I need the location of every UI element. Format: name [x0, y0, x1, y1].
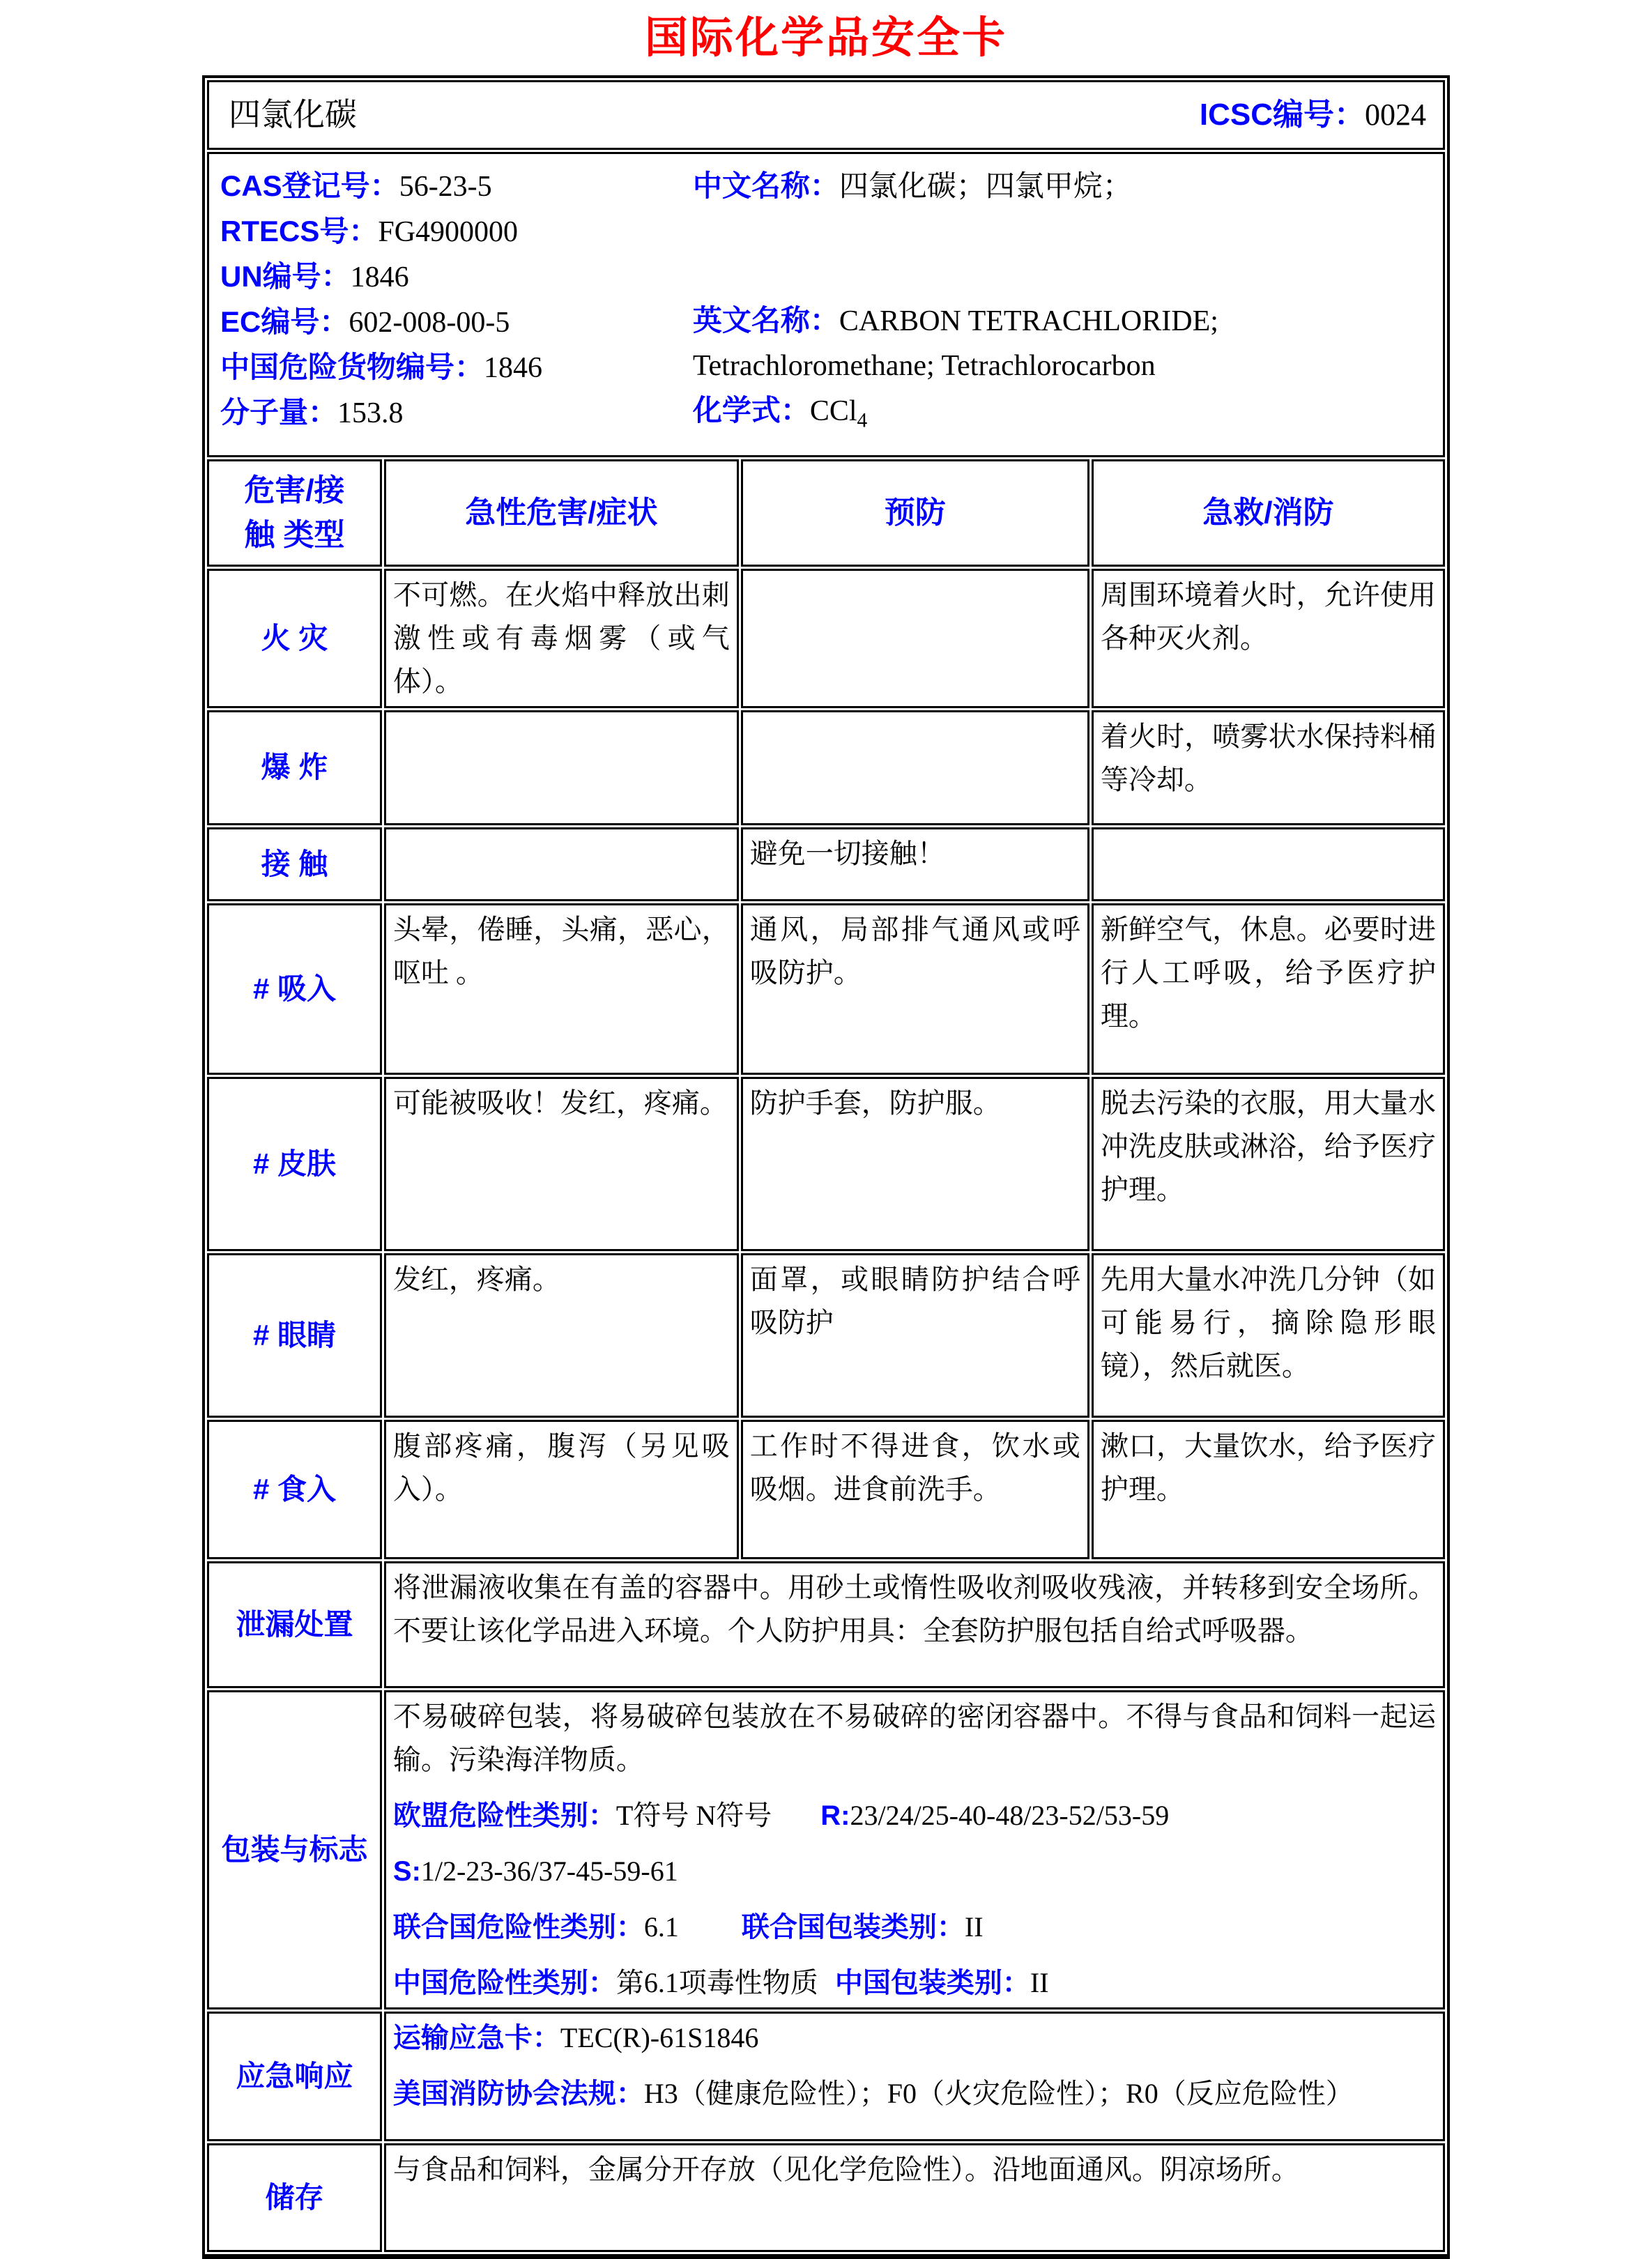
chinese-name-label: 中文名称：	[692, 169, 839, 202]
explosion-response-cell: 着火时，喷雾状水保持料桶等冷却。	[1092, 710, 1445, 825]
skin-label: # 皮肤	[207, 1077, 382, 1251]
hazard-header-prevention: 预防	[741, 459, 1089, 567]
china-dg-label: 中国危险货物编号：	[220, 351, 484, 383]
hazard-row-explosion	[207, 710, 1445, 825]
page-title: 国际化学品安全卡	[644, 14, 1007, 62]
ingestion-prevention-cell: 工作时不得进食，饮水或吸烟。进食前洗手。	[741, 1420, 1089, 1559]
safety-card-table	[202, 75, 1450, 2259]
hazard-header-symptoms: 急性危害/症状	[384, 459, 739, 567]
inhalation-response-cell: 新鲜空气，休息。必要时进行人工呼吸，给予医疗护理。	[1092, 903, 1445, 1075]
ingestion-symptoms-cell: 腹部疼痛，腹泻（另见吸入）。	[384, 1420, 739, 1559]
formula-base: CCl	[809, 395, 857, 427]
packaging-row	[207, 1690, 1445, 2009]
r-phrases-label: R:	[820, 1800, 850, 1831]
card-header-row	[207, 80, 1445, 150]
storage-label: 储存	[207, 2143, 382, 2252]
formula-line	[693, 388, 1432, 443]
skin-response-cell: 脱去污染的衣服，用大量水冲洗皮肤或淋浴，给予医疗护理。	[1092, 1077, 1445, 1251]
english-name-value: CARBON TETRACHLORIDE; Tetrachloromethane; Tetrachlorocarbon	[692, 305, 1218, 382]
hazard-row-inhalation	[207, 903, 1445, 1075]
cn-hazard-class-label: 中国危险性类别：	[392, 1967, 616, 1998]
id-field-china-dg	[220, 345, 693, 390]
storage-text-cell: 与食品和饲料，金属分开存放（见化学危险性）。沿地面通风。阴凉场所。	[384, 2143, 1445, 2252]
chemical-name: 四氯化碳	[229, 97, 357, 133]
s-phrases-line	[393, 1850, 1436, 1893]
packaging-label: 包装与标志	[207, 1690, 382, 2009]
id-field-un	[220, 254, 693, 300]
skin-symptoms-cell: 可能被吸收！发红，疼痛。	[384, 1077, 739, 1251]
inhalation-label: # 吸入	[207, 903, 382, 1075]
eu-class-symbols: T符号 N符号	[615, 1799, 772, 1831]
identification-cell	[207, 152, 1445, 457]
un-hazard-class-label: 联合国危险性类别：	[392, 1911, 644, 1943]
eyes-symptoms-cell: 发红，疼痛。	[384, 1253, 739, 1418]
explosion-symptoms-cell	[384, 710, 739, 825]
fire-prevention-cell	[741, 569, 1089, 708]
cn-pack-group-label: 中国包装类别：	[834, 1967, 1030, 1998]
exposure-symptoms-cell	[384, 827, 739, 901]
ec-value: 602-008-00-5	[349, 307, 510, 339]
skin-prevention-cell: 防护手套，防护服。	[741, 1077, 1089, 1251]
un-label: UN编号：	[220, 260, 351, 293]
spillage-label: 泄漏处置	[207, 1561, 382, 1688]
hazard-row-eyes	[207, 1253, 1445, 1418]
id-field-molweight	[220, 390, 693, 436]
cn-classification-line	[393, 1961, 1436, 2005]
emergency-row	[207, 2012, 1445, 2141]
rtecs-value: FG4900000	[378, 216, 519, 248]
tec-value: TEC(R)-61S1846	[560, 2021, 759, 2053]
nfpa-value: H3（健康危险性）；F0（火灾危险性）；R0（反应危险性）	[643, 2077, 1354, 2109]
molweight-value: 153.8	[337, 397, 404, 429]
cas-label: CAS登记号：	[220, 169, 399, 202]
spillage-text-cell: 将泄漏液收集在有盖的容器中。用砂土或惰性吸收剂吸收残液，并转移到安全场所。不要让该化学品进入环境。个人防护用具：全套防护服包括自给式呼吸器。	[384, 1561, 1445, 1688]
id-field-cas	[220, 164, 693, 209]
hazard-header-row	[207, 459, 1445, 567]
exposure-label: 接 触	[207, 827, 382, 901]
china-dg-value: 1846	[484, 352, 543, 384]
identification-row	[207, 152, 1445, 457]
nfpa-label: 美国消防协会法规：	[392, 2078, 644, 2109]
formula-subscript: 4	[857, 409, 868, 432]
eyes-response-cell: 先用大量水冲洗几分钟（如可能易行，摘除隐形眼镜），然后就医。	[1092, 1253, 1445, 1418]
inhalation-symptoms-cell: 头晕，倦睡，头痛，恶心，呕吐 。	[384, 903, 739, 1075]
emergency-cell	[384, 2012, 1445, 2141]
explosion-label: 爆 炸	[207, 710, 382, 825]
identification-names	[693, 164, 1432, 443]
english-name-line	[693, 298, 1432, 388]
inhalation-prevention-cell: 通风，局部排气通风或呼吸防护。	[741, 903, 1089, 1075]
hazard-row-exposure	[207, 827, 1445, 901]
card-header-cell	[207, 80, 1445, 150]
hazard-row-skin	[207, 1077, 1445, 1251]
explosion-prevention-cell	[741, 710, 1089, 825]
eyes-label: # 眼睛	[207, 1253, 382, 1418]
emergency-label: 应急响应	[207, 2012, 382, 2141]
id-field-ec	[220, 300, 693, 345]
hazard-row-ingestion	[207, 1420, 1445, 1559]
exposure-prevention-cell: 避免一切接触！	[741, 827, 1089, 901]
icsc-number	[1200, 91, 1426, 139]
s-phrases-value: 1/2-23-36/37-45-59-61	[420, 1855, 678, 1887]
eyes-prevention-cell: 面罩，或眼睛防护结合呼吸防护	[741, 1253, 1089, 1418]
hazard-header-type: 危害/接触 类型	[207, 459, 382, 567]
un-pack-group-label: 联合国包装类别：	[741, 1911, 965, 1943]
packaging-cell	[384, 1690, 1445, 2009]
un-classification-line	[393, 1906, 1436, 1949]
s-phrases-label: S:	[392, 1855, 421, 1887]
english-name-label: 英文名称：	[692, 304, 839, 337]
spillage-row	[207, 1561, 1445, 1688]
icsc-number-label: ICSC编号：	[1199, 97, 1365, 132]
un-value: 1846	[350, 261, 409, 293]
exposure-response-cell	[1092, 827, 1445, 901]
formula-label: 化学式：	[692, 394, 810, 427]
un-pack-group-value: II	[964, 1910, 984, 1943]
fire-symptoms-cell: 不可燃。在火焰中释放出刺激性或有毒烟雾（或气体）。	[384, 569, 739, 708]
cn-hazard-class-value: 第6.1项毒性物质	[615, 1966, 818, 1998]
hazard-header-firstaid: 急救/消防	[1092, 459, 1445, 567]
tec-label: 运输应急卡：	[392, 2022, 560, 2053]
icsc-number-value: 0024	[1365, 97, 1426, 132]
eu-classification-line	[393, 1794, 1436, 1837]
tec-line	[393, 2016, 1436, 2060]
ingestion-response-cell: 漱口，大量饮水，给予医疗护理。	[1092, 1420, 1445, 1559]
r-phrases-value: 23/24/25-40-48/23-52/53-59	[850, 1799, 1170, 1831]
packaging-transport-text: 不易破碎包装，将易破碎包装放在不易破碎的密闭容器中。不得与食品和饲料一起运输。污染海洋物质。	[392, 1700, 1436, 1775]
ingestion-label: # 食入	[207, 1420, 382, 1559]
un-hazard-class-value: 6.1	[643, 1910, 679, 1943]
cas-value: 56-23-5	[399, 171, 492, 203]
fire-label: 火 灾	[207, 569, 382, 708]
hazard-row-fire	[207, 569, 1445, 708]
chinese-name-line	[693, 164, 1432, 209]
rtecs-label: RTECS号：	[220, 215, 378, 247]
identification-numbers	[220, 164, 693, 443]
eu-class-label: 欧盟危险性类别：	[392, 1800, 616, 1831]
nfpa-line	[393, 2072, 1436, 2115]
chinese-name-value: 四氯化碳；四氯甲烷；	[839, 171, 1132, 203]
id-field-rtecs	[220, 209, 693, 254]
molweight-label: 分子量：	[220, 396, 338, 429]
fire-response-cell: 周围环境着火时，允许使用各种灭火剂。	[1092, 569, 1445, 708]
storage-row	[207, 2143, 1445, 2252]
ec-label: EC编号：	[220, 305, 349, 338]
cn-pack-group-value: II	[1030, 1966, 1049, 1998]
